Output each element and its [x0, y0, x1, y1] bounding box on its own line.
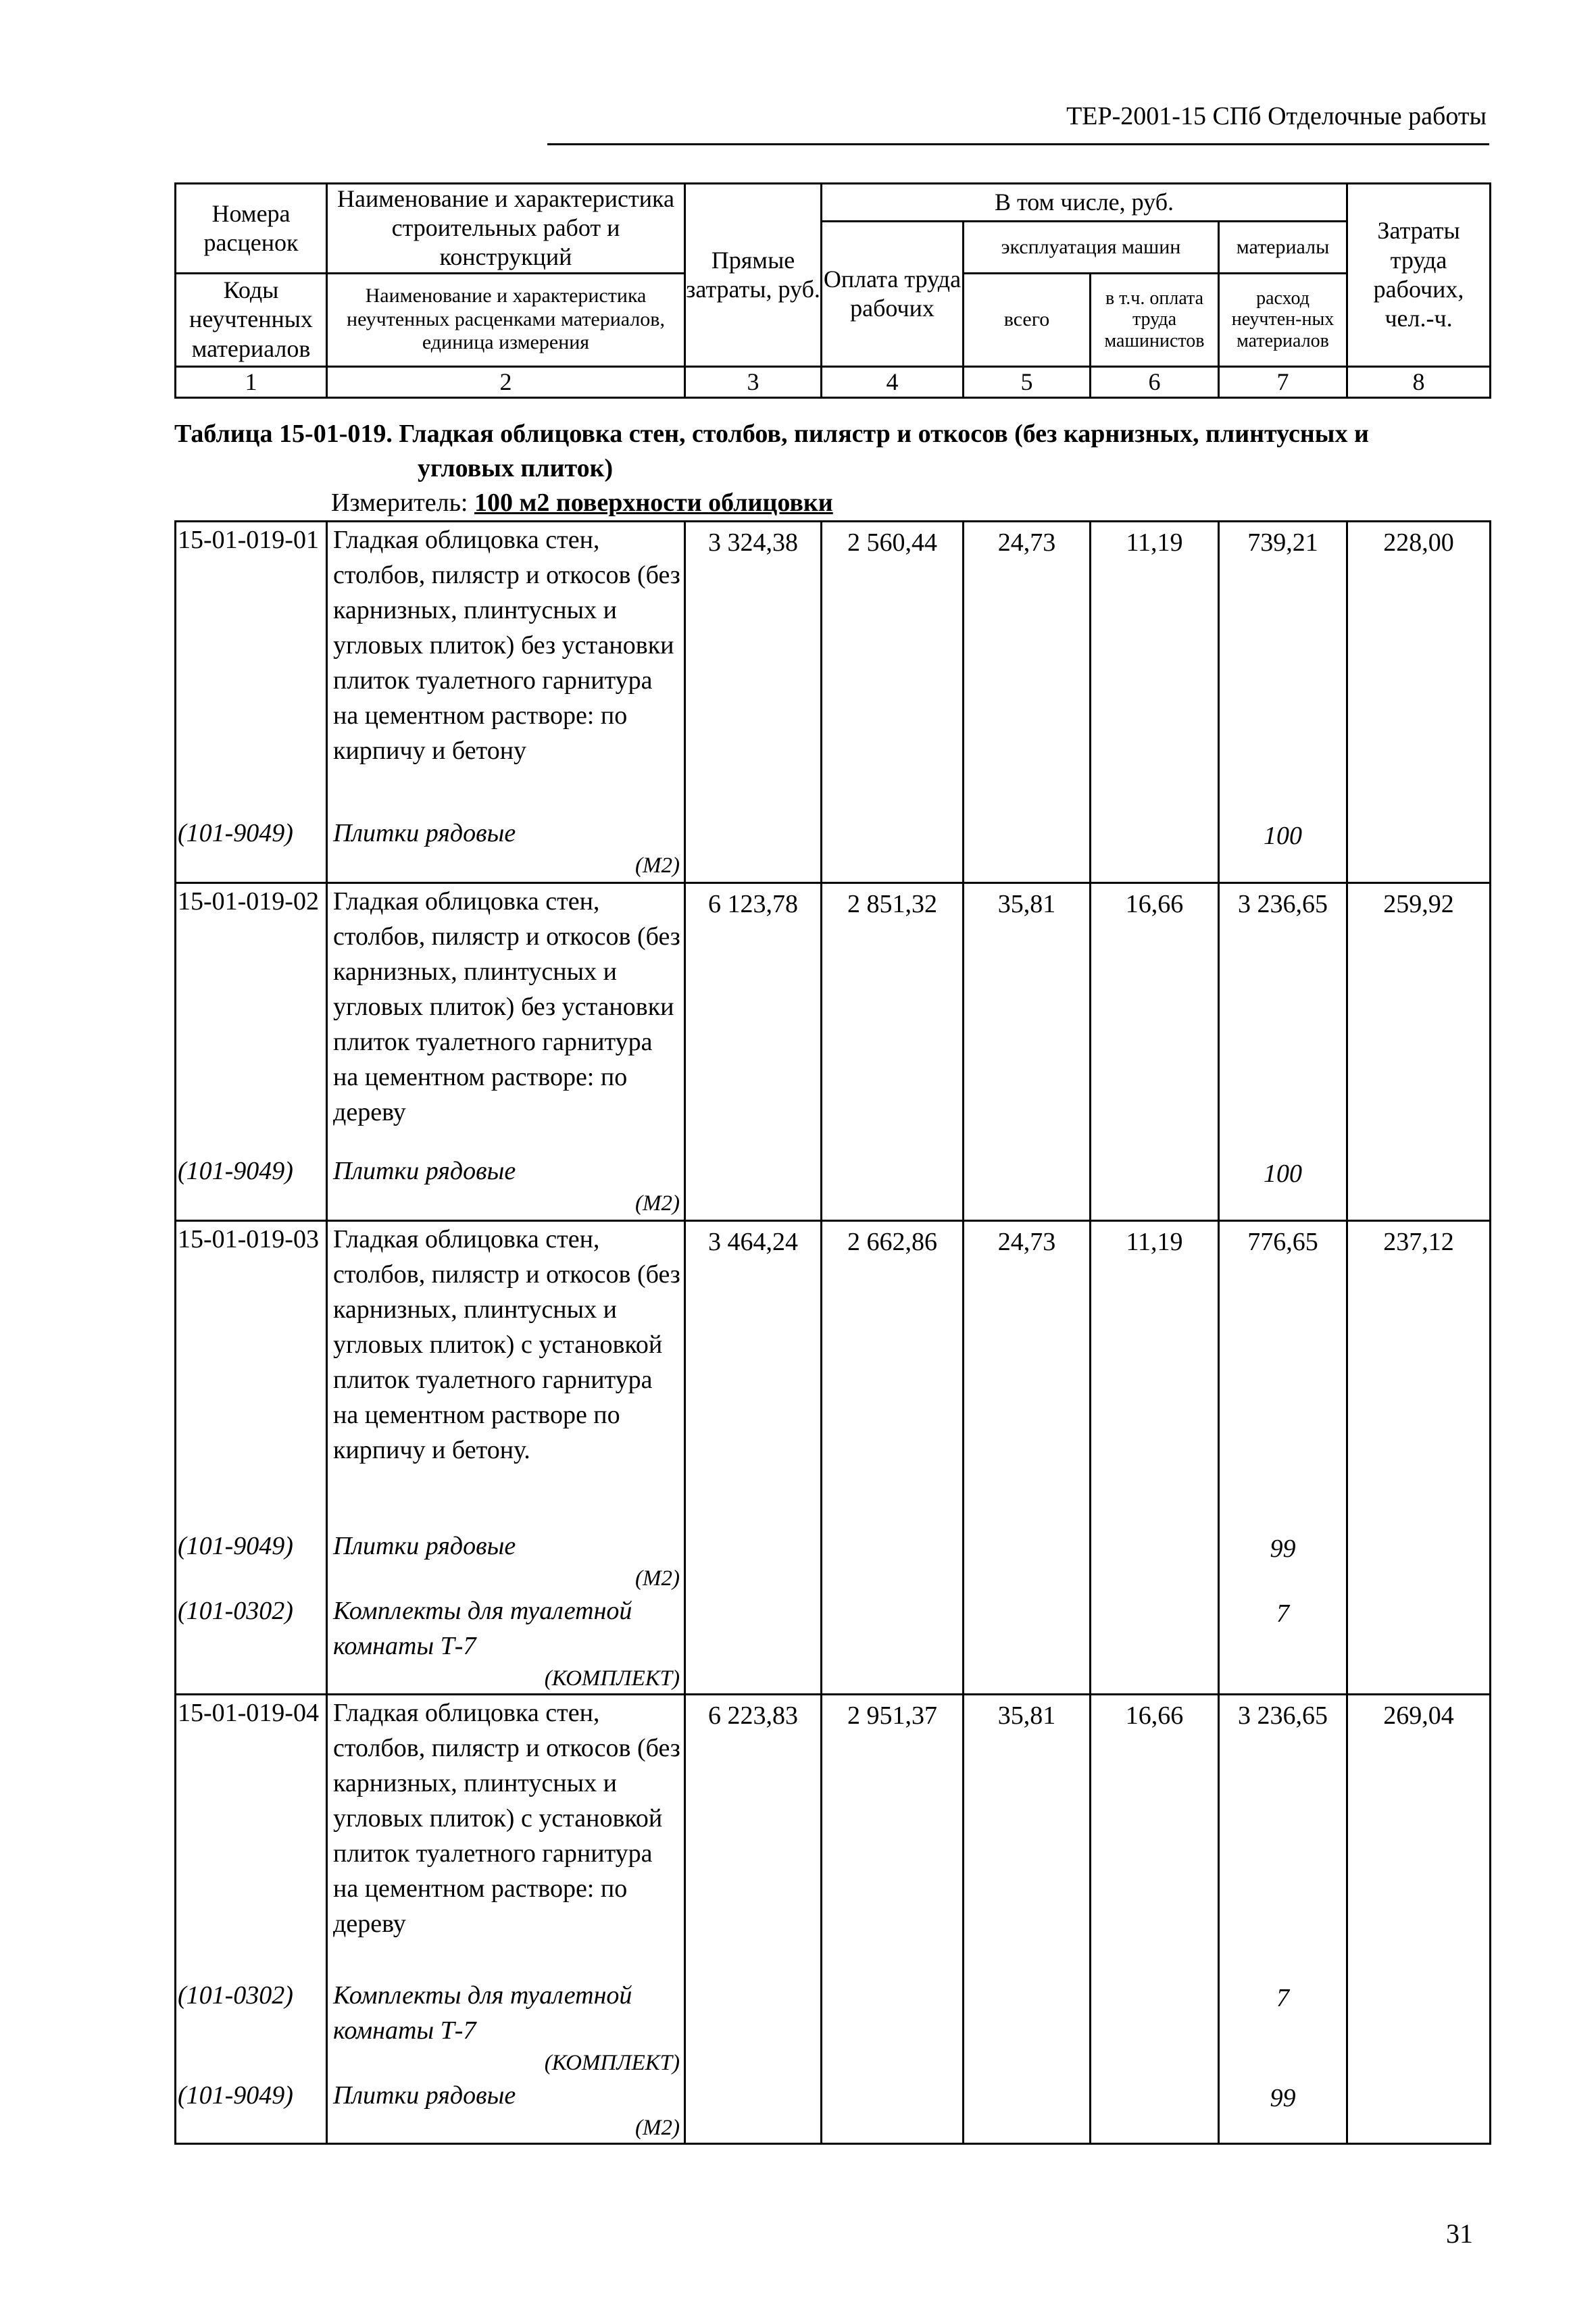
- labor-hours: 269,04: [1347, 1694, 1491, 1978]
- material-name: Плитки рядовые: [333, 2081, 516, 2110]
- material-name: Комплекты для туалетной комнаты Т-7: [333, 1596, 632, 1660]
- material-unit: (М2): [635, 1191, 680, 1216]
- materials-cost: 3 236,65: [1219, 1694, 1347, 1978]
- rate-description: Гладкая облицовка стен, столбов, пилястр и откосов (без карнизных, плинтусных и угловых плиток) с установкой плиток туалетного гарнитура на цементном растворе: по дереву: [327, 1694, 685, 1978]
- material-unit: (КОМПЛЕКТ): [544, 2051, 680, 2075]
- material-code: (101-0302): [176, 1978, 327, 2078]
- material-row: [176, 816, 1491, 883]
- material-name-cell: [327, 816, 685, 883]
- materials-cost: 739,21: [1219, 522, 1347, 816]
- direct-costs: 3 324,38: [685, 522, 822, 816]
- material-unit: (М2): [635, 2116, 680, 2140]
- material-name-cell: [327, 2078, 685, 2144]
- machinist-pay: 16,66: [1091, 883, 1219, 1153]
- material-row: [176, 1593, 1491, 1695]
- material-name-cell: [327, 1528, 685, 1593]
- machines-total: 35,81: [964, 883, 1091, 1153]
- material-quantity: 99: [1219, 1528, 1347, 1593]
- material-code: (101-0302): [176, 1593, 327, 1695]
- measure-value: 100 м2 поверхности облицовки: [474, 489, 833, 517]
- material-row: [176, 1978, 1491, 2078]
- material-code: (101-9049): [176, 2078, 327, 2144]
- col-number-2: 2: [327, 366, 685, 397]
- materials-cost: 3 236,65: [1219, 883, 1347, 1153]
- material-unit: (М2): [635, 1566, 680, 1591]
- material-row: [176, 1153, 1491, 1221]
- material-unit: (М2): [635, 853, 680, 878]
- labor-pay: 2 951,37: [822, 1694, 964, 1978]
- labor-pay: 2 851,32: [822, 883, 964, 1153]
- material-name-cell: [327, 1593, 685, 1695]
- material-quantity: 7: [1219, 1978, 1347, 2078]
- direct-costs: 6 123,78: [685, 883, 822, 1153]
- col-labor-pay-header: Оплата труда рабочих: [822, 222, 964, 367]
- col-number-3: 3: [685, 366, 822, 397]
- machines-total: 35,81: [964, 1694, 1091, 1978]
- material-quantity: 100: [1219, 816, 1347, 883]
- col-labor-hours-header: Затраты труда рабочих, чел.-ч.: [1347, 184, 1491, 367]
- col-group-header: В том числе, руб.: [822, 184, 1347, 222]
- labor-hours: 259,92: [1347, 883, 1491, 1153]
- page-header: ТЕР-2001-15 СПб Отделочные работы: [1066, 102, 1487, 130]
- labor-hours: 237,12: [1347, 1221, 1491, 1528]
- material-name: Плитки рядовые: [333, 1156, 516, 1185]
- materials-cost: 776,65: [1219, 1221, 1347, 1528]
- rate-description: Гладкая облицовка стен, столбов, пилястр и откосов (без карнизных, плинтусных и угловых плиток) без установки плиток туалетного гарнитура на цементном растворе: по кирпичу и бетону: [327, 522, 685, 816]
- machines-total: 24,73: [964, 522, 1091, 816]
- rate-description: Гладкая облицовка стен, столбов, пилястр и откосов (без карнизных, плинтусных и угловых плиток) с установкой плиток туалетного гарнитура на цементном растворе по кирпичу и бетону.: [327, 1221, 685, 1528]
- col-material-name-header: Наименование и характеристика неучтенных расценками материалов, единица измерения: [327, 273, 685, 366]
- col-number-5: 5: [964, 366, 1091, 397]
- direct-costs: 6 223,83: [685, 1694, 822, 1978]
- col-number-6: 6: [1091, 366, 1219, 397]
- machinist-pay: 16,66: [1091, 1694, 1219, 1978]
- col-work-name-header: Наименование и характеристика строительных работ и конструкций: [327, 184, 685, 274]
- labor-hours: 228,00: [1347, 522, 1491, 816]
- rate-code: 15-01-019-04: [176, 1694, 327, 1978]
- col-direct-costs-header: Прямые затраты, руб.: [685, 184, 822, 367]
- table-caption-title: Таблица 15-01-019. Гладкая облицовка стен, столбов, пилястр и откосов (без карнизных, плинтусных и: [174, 420, 1369, 448]
- rate-description: Гладкая облицовка стен, столбов, пилястр и откосов (без карнизных, плинтусных и угловых плиток) без установки плиток туалетного гарнитура на цементном растворе: по дереву: [327, 883, 685, 1153]
- material-quantity: 100: [1219, 1153, 1347, 1221]
- material-code: (101-9049): [176, 1528, 327, 1593]
- machinist-pay: 11,19: [1091, 522, 1219, 816]
- material-unit: (КОМПЛЕКТ): [544, 1666, 680, 1691]
- table-row: [176, 522, 1491, 816]
- col-material-code-header: Коды неучтенных материалов: [176, 273, 327, 366]
- col-number-8: 8: [1347, 366, 1491, 397]
- col-machines-total-header: всего: [964, 273, 1091, 366]
- material-name-cell: [327, 1153, 685, 1221]
- material-code: (101-9049): [176, 1153, 327, 1221]
- col-number-4: 4: [822, 366, 964, 397]
- col-number-1: 1: [176, 366, 327, 397]
- direct-costs: 3 464,24: [685, 1221, 822, 1528]
- machinist-pay: 11,19: [1091, 1221, 1219, 1528]
- measure-line: [331, 488, 833, 518]
- labor-pay: 2 662,86: [822, 1221, 964, 1528]
- measure-label: Измеритель:: [331, 489, 468, 517]
- page-number: 31: [1446, 2218, 1473, 2249]
- material-name: Плитки рядовые: [333, 1531, 516, 1560]
- material-name: Комплекты для туалетной комнаты Т-7: [333, 1981, 632, 2045]
- rates-table: [174, 520, 1491, 2145]
- table-row: [176, 1694, 1491, 1978]
- table-row: [176, 883, 1491, 1153]
- table-row: [176, 1221, 1491, 1528]
- labor-pay: 2 560,44: [822, 522, 964, 816]
- table-caption-rest: угловых плиток): [418, 454, 614, 483]
- rate-code: 15-01-019-03: [176, 1221, 327, 1528]
- header-rule: [547, 143, 1489, 145]
- col-machines-header: эксплуатация машин: [964, 222, 1219, 274]
- material-row: [176, 2078, 1491, 2144]
- col-machinist-pay-header: в т.ч. оплата труда машинистов: [1091, 273, 1219, 366]
- material-code: (101-9049): [176, 816, 327, 883]
- rate-code: 15-01-019-01: [176, 522, 327, 816]
- rate-code: 15-01-019-02: [176, 883, 327, 1153]
- col-materials-header: материалы: [1219, 222, 1347, 274]
- col-number-7: 7: [1219, 366, 1347, 397]
- material-row: [176, 1528, 1491, 1593]
- col-code-header: Номера расценок: [176, 184, 327, 274]
- table-caption: [174, 417, 1489, 487]
- material-name: Плитки рядовые: [333, 818, 516, 847]
- material-name-cell: [327, 1978, 685, 2078]
- column-header-table: [174, 182, 1491, 399]
- material-quantity: 7: [1219, 1593, 1347, 1695]
- material-quantity: 99: [1219, 2078, 1347, 2144]
- machines-total: 24,73: [964, 1221, 1091, 1528]
- col-material-usage-header: расход неучтен-ных материалов: [1219, 273, 1347, 366]
